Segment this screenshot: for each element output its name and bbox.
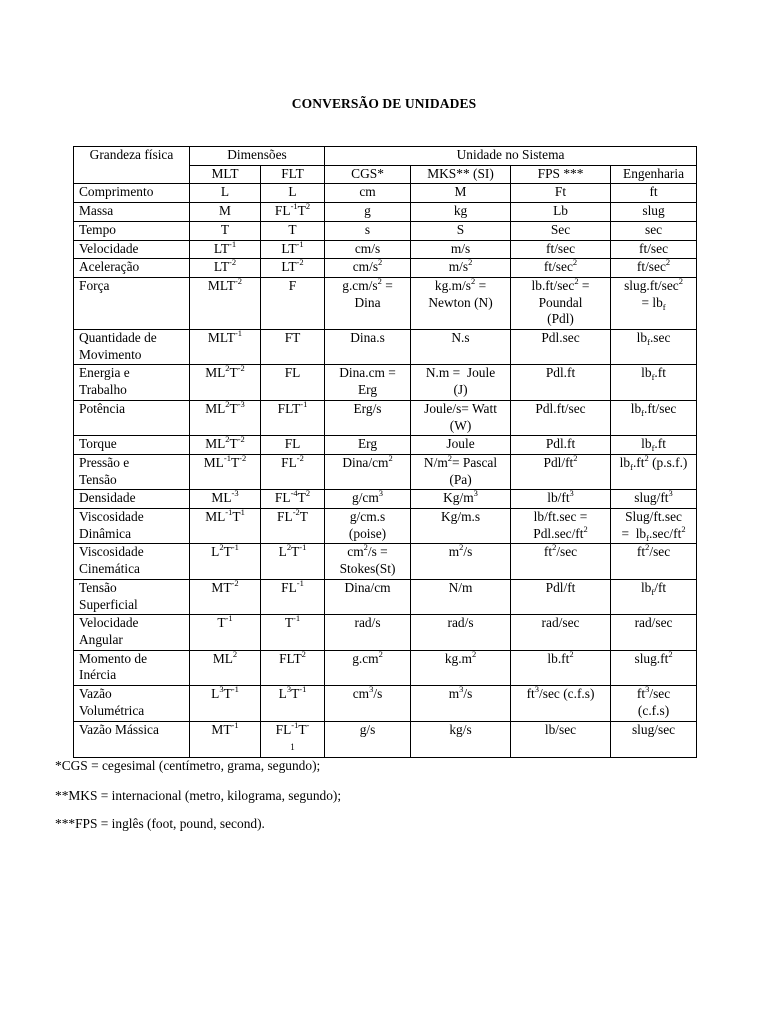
quantity-cell: Torque [74,436,190,455]
engineering-cell: ft [611,184,697,203]
fps-cell: lb/ft.sec = $Pdl.\sec/ft^2$ [511,509,611,544]
quantity-cell: Força [74,277,190,329]
engineering-cell: slug/$ft^3$ [611,490,697,509]
mlt-cell: T [190,221,261,240]
quantity-cell: Pressão e Tensão [74,454,190,489]
cgs-cell: Dina.cm = Erg [325,365,411,400]
header-mks: MKS** (SI) [411,165,511,184]
cgs-cell: $cm/s^2$ [325,259,411,278]
flt-cell: FT [261,330,325,365]
page-title: CONVERSÃO DE UNIDADES [291,96,477,111]
table-row [74,221,697,240]
cgs-cell: Dina/$cm^2$ [325,454,411,489]
mks-cell: rad/s [411,615,511,650]
cgs-cell: $g/cm^3$ [325,490,411,509]
quantity-cell: Tempo [74,221,190,240]
mks-cell: Joule/s= Watt (W) [411,400,511,435]
quantity-cell: Aceleração [74,259,190,278]
cgs-cell: Dina/cm [325,579,411,614]
mlt-cell: $LT^{-2}$ [190,259,261,278]
mks-cell: $N/m^2=$ Pascal (Pa) [411,454,511,489]
engineering-cell: ft/sec [611,240,697,259]
fps-cell: Lb [511,203,611,222]
table-row [74,454,697,489]
table-row [74,184,697,203]
mks-cell: $m/s^2$ [411,259,511,278]
table-row [74,490,697,509]
header-mlt: MLT [190,165,261,184]
header-unit-system: Unidade no Sistema [325,147,697,166]
fps-cell: ft/sec [511,240,611,259]
engineering-cell: Slug/ft.sec = $lb_f.\sec/ft^2$ [611,509,697,544]
cgs-cell: g/s [325,721,411,757]
mlt-cell: $ML^2T^{-2}$ [190,365,261,400]
table-row [74,277,697,329]
flt-cell: L [261,184,325,203]
mks-cell: N.m = Joule (J) [411,365,511,400]
mks-cell: N.s [411,330,511,365]
fps-cell: $lb/ft^3$ [511,490,611,509]
quantity-cell: Velocidade Angular [74,615,190,650]
engineering-cell: $lb_f/ft$ [611,579,697,614]
fps-cell: $lb.ft^2$ [511,650,611,685]
fps-cell: Ft [511,184,611,203]
cgs-cell: s [325,221,411,240]
quantity-cell: Viscosidade Cinemática [74,544,190,579]
mks-cell: N/m [411,579,511,614]
engineering-cell: rad/sec [611,615,697,650]
quantity-cell: Massa [74,203,190,222]
mlt-cell: M [190,203,261,222]
table-row [74,259,697,278]
engineering-cell: $ft/\sec^2$ [611,259,697,278]
engineering-cell: $lb_f.ft/\sec$ [611,400,697,435]
table-row [74,650,697,685]
mks-cell: kg/s [411,721,511,757]
table-row [74,203,697,222]
mlt-cell: $MLT^{-1}$ [190,330,261,365]
table-row [74,615,697,650]
table-row [74,544,697,579]
flt-cell: F [261,277,325,329]
fps-cell: rad/sec [511,615,611,650]
flt-cell: $FL^{-2}$ [261,454,325,489]
quantity-cell: Vazão Mássica [74,721,190,757]
header-dimensions: Dimensões [190,147,325,166]
fps-cell: Pdl.ft [511,436,611,455]
table-row [74,579,697,614]
fps-cell: Pdl.ft [511,365,611,400]
quantity-cell: Energia e Trabalho [74,365,190,400]
flt-cell: FL [261,365,325,400]
quantity-cell: Densidade [74,490,190,509]
quantity-cell: Velocidade [74,240,190,259]
quantity-cell: Vazão Volumétrica [74,686,190,721]
cgs-cell: $cm^2/s$ = Stokes(St) [325,544,411,579]
fps-cell: Pdl.sec [511,330,611,365]
mlt-cell: $MT^{-1}$ [190,721,261,757]
mlt-cell: $MT^{-2}$ [190,579,261,614]
flt-cell: T [261,221,325,240]
engineering-cell: $ft^2/\sec$ [611,544,697,579]
flt-cell: $LT^{-2}$ [261,259,325,278]
engineering-cell: slug [611,203,697,222]
cgs-cell: $g.cm^2$ [325,650,411,685]
unit-conversion-table [73,146,697,758]
fps-cell: $ft/\sec^2$ [511,259,611,278]
table-row [74,240,697,259]
quantity-cell: Comprimento [74,184,190,203]
table-row [74,686,697,721]
table-row [74,365,697,400]
fps-cell: Sec [511,221,611,240]
mlt-cell: $T^{-1}$ [190,615,261,650]
fps-cell: $ft^3/\sec$ (c.f.s) [511,686,611,721]
mks-cell: $m^3/s$ [411,686,511,721]
table-row [74,509,697,544]
header-flt: FLT [261,165,325,184]
fps-cell: Pdl/ft [511,579,611,614]
mlt-cell: $ML^{-3}$ [190,490,261,509]
header-fps: FPS *** [511,165,611,184]
engineering-cell: $slug.ft/\sec^2$ = $lb_f$ [611,277,697,329]
mlt-cell: $L^2T^{-1}$ [190,544,261,579]
flt-cell: $FL^{-1}T^2$ [261,203,325,222]
header-cgs: CGS* [325,165,411,184]
engineering-cell: sec [611,221,697,240]
cgs-cell: rad/s [325,615,411,650]
engineering-cell: $lb_f.ft$ [611,436,697,455]
table-row [74,400,697,435]
engineering-cell: $slug.ft^2$ [611,650,697,685]
mlt-cell: $L^3T^{-1}$ [190,686,261,721]
mlt-cell: $LT^{-1}$ [190,240,261,259]
header-engineering: Engenharia [611,165,697,184]
header-quantity: Grandeza física [74,147,190,184]
mks-cell: S [411,221,511,240]
mks-cell: $kg.m^2$ [411,650,511,685]
fps-cell: lb/sec [511,721,611,757]
flt-cell: $L^3T^{-1}$ [261,686,325,721]
engineering-cell: $lb_f.\sec$ [611,330,697,365]
fps-cell: Pdl/$ft^2$ [511,454,611,489]
flt-cell: $FL^{-2}T$ [261,509,325,544]
mks-cell: M [411,184,511,203]
table-row [74,436,697,455]
fps-cell: $ft^2/\sec$ [511,544,611,579]
flt-cell: $FL^{-1}$ [261,579,325,614]
mks-cell: $Kg/m^3$ [411,490,511,509]
quantity-cell: Tensão Superficial [74,579,190,614]
cgs-cell: Dina.s [325,330,411,365]
mks-cell: m/s [411,240,511,259]
engineering-cell: $lb_f.ft$ [611,365,697,400]
quantity-cell: Momento de Inércia [74,650,190,685]
flt-cell: $FLT^{-1}$ [261,400,325,435]
fps-cell: Pdl.ft/sec [511,400,611,435]
flt-cell: $L^2T^{-1}$ [261,544,325,579]
mlt-cell: L [190,184,261,203]
mks-cell: Kg/m.s [411,509,511,544]
flt-cell: FLT$^2$ [261,650,325,685]
quantity-cell: Potência [74,400,190,435]
footnote-cgs: *CGS = cegesimal (centímetro, grama, segundo); [55,758,321,773]
flt-cell: $FL^{-1}T^-$ 1 [261,721,325,757]
footnote-mks: **MKS = internacional (metro, kilograma, segundo); [55,788,342,803]
engineering-cell: $ft^3/\sec$ (c.f.s) [611,686,697,721]
fps-cell: $lb.ft/\sec^2$ = Poundal (Pdl) [511,277,611,329]
mlt-cell: $ML^2T^{-2}$ [190,436,261,455]
flt-cell: $FL^{-4}T^2$ [261,490,325,509]
quantity-cell: Viscosidade Dinâmica [74,509,190,544]
mks-cell: Joule [411,436,511,455]
cgs-cell: Erg [325,436,411,455]
mks-cell: $kg.m/s^2$ = Newton (N) [411,277,511,329]
engineering-cell: slug/sec [611,721,697,757]
cgs-cell: $g.cm/s^2$ = Dina [325,277,411,329]
mks-cell: kg [411,203,511,222]
mlt-cell: $ML^{-1}T^{-2}$ [190,454,261,489]
table-row [74,721,697,757]
footnote-fps: ***FPS = inglês (foot, pound, second). [55,816,265,831]
mks-cell: $m^2/s$ [411,544,511,579]
cgs-cell: cm [325,184,411,203]
mlt-cell: $MLT^{-2}$ [190,277,261,329]
cgs-cell: g [325,203,411,222]
cgs-cell: $cm^3/s$ [325,686,411,721]
cgs-cell: cm/s [325,240,411,259]
quantity-cell: Quantidade de Movimento [74,330,190,365]
flt-cell: $LT^{-1}$ [261,240,325,259]
mlt-cell: $ML^2T^{-3}$ [190,400,261,435]
engineering-cell: $lb_f.ft^2$ (p.s.f.) [611,454,697,489]
flt-cell: FL [261,436,325,455]
mlt-cell: $ML^2$ [190,650,261,685]
table-header-row [74,147,697,166]
cgs-cell: Erg/s [325,400,411,435]
cgs-cell: g/cm.s (poise) [325,509,411,544]
flt-cell: $T^{-1}$ [261,615,325,650]
mlt-cell: $ML^{-1}T^1$ [190,509,261,544]
table-row [74,330,697,365]
